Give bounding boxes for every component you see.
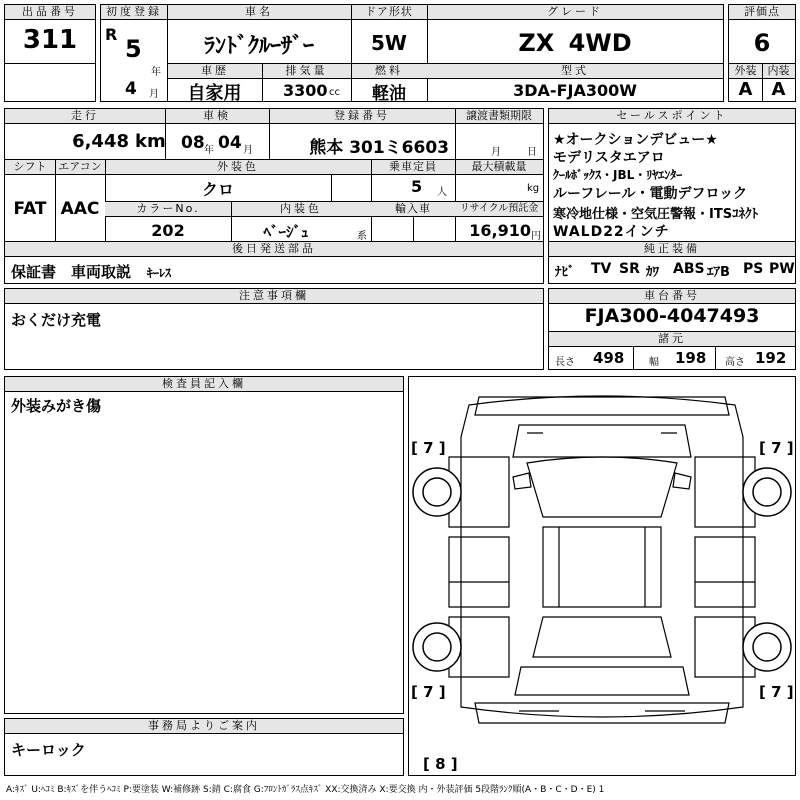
reg-month-unit: 月 <box>149 89 159 100</box>
reg-label: 初度登録 <box>101 5 167 20</box>
length-value: 498 <box>593 349 625 367</box>
reg-year: 5 <box>125 35 142 63</box>
later-item-manual: 車両取説 <box>71 263 132 281</box>
sales-line-4: ルーフレール・電動デフロック <box>553 186 748 202</box>
grade-label: グレード <box>427 5 723 20</box>
color-no-label: カラーNo. <box>105 202 231 217</box>
car-diagram-box <box>408 376 796 776</box>
name-label: 車名 <box>167 5 351 20</box>
mileage-label: 走行 <box>5 109 165 124</box>
equip-pw: PW <box>769 261 795 277</box>
equip-airbag: ｴｱB <box>707 265 730 280</box>
height-label: 高さ <box>725 357 745 368</box>
lot-label: 出品番号 <box>5 5 95 20</box>
plate-value: 熊本 301ミ6603 <box>309 138 449 158</box>
equip-ps: PS <box>743 261 764 277</box>
history-label: 車歴 <box>168 64 262 79</box>
inspector-box <box>4 376 404 714</box>
car-name: ﾗﾝﾄﾞｸﾙｰｻﾞｰ <box>203 34 314 59</box>
int-color-value: ﾍﾞｰｼﾞｭ <box>263 223 309 241</box>
car-body-diagram <box>409 377 795 775</box>
damage-legend: A:ｷｽﾞ U:ﾍｺﾐ B:ｷｽﾞを伴うﾍｺﾐ P:要塗装 W:補修跡 S:錆 C:腐食 G:ﾌﾛﾝﾄｶﾞﾗｽ点ｷｽﾞ XX:交換済み X:要交換 内・外装評価 5段階ﾗﾝｸ順(A・B・C・D・E) 1 <box>6 785 605 795</box>
chassis-box <box>548 288 796 370</box>
sales-line-1: ★オークションデビュー★ <box>553 132 718 148</box>
tire-spare: [ 8 ] <box>423 755 458 773</box>
caution-box <box>4 288 544 370</box>
width-value: 198 <box>675 349 707 367</box>
office-note: キーロック <box>11 741 86 759</box>
capacity-label: 乗車定員 <box>371 160 455 175</box>
ext-color-label: 外装色 <box>105 160 371 175</box>
int-score-label: 内装 <box>762 64 795 79</box>
ac-value: AAC <box>60 199 100 219</box>
office-box <box>4 718 404 776</box>
history-value: 自家用 <box>187 83 242 104</box>
inspection-month: 04 <box>218 133 242 153</box>
disp-unit: cc <box>329 87 340 98</box>
recycle-value: 16,910 <box>469 221 531 240</box>
lot-box <box>4 4 96 102</box>
reg-month: 4 <box>125 79 137 99</box>
overall-score: 6 <box>753 29 771 57</box>
detail-box <box>4 108 544 284</box>
doors-label: ドア形状 <box>351 5 427 20</box>
sales-line-5: 寒冷地仕様・空気圧警報・ITSｺﾈｸﾄ <box>553 207 759 222</box>
specs-label: 諸元 <box>549 332 795 347</box>
shift-value: FAT <box>13 199 47 219</box>
later-label: 後日発送部品 <box>5 242 543 257</box>
tire-rear-right: [ 7 ] <box>759 683 794 701</box>
inspection-year-unit: 年 <box>204 145 214 156</box>
int-score: A <box>771 79 786 100</box>
ext-score-label: 外装 <box>729 64 762 79</box>
caution-label: 注意事項欄 <box>5 289 543 304</box>
inspection-year: 08 <box>181 133 205 153</box>
model-value: 3DA-FJA300W <box>513 81 637 100</box>
score-box <box>728 4 796 102</box>
length-label: 長さ <box>555 357 575 368</box>
int-color-unit: 系 <box>357 231 367 242</box>
recycle-label: リサイクル預託金 <box>455 202 543 217</box>
inspection-month-unit: 月 <box>243 145 253 156</box>
capacity-value: 5 <box>411 177 423 196</box>
equip-sr: SR <box>619 261 640 277</box>
equip-tv: TV <box>591 261 612 277</box>
ext-color-value: クロ <box>201 180 234 199</box>
plate-label: 登録番号 <box>269 109 455 124</box>
disp-value: 3300 <box>283 81 328 100</box>
sales-line-6: WALD22インチ <box>553 224 670 240</box>
sales-label: セールスポイント <box>549 109 795 124</box>
width-label: 幅 <box>649 357 659 368</box>
fuel-label: 燃料 <box>351 64 427 79</box>
tire-front-left: [ 7 ] <box>411 439 446 457</box>
tire-rear-left: [ 7 ] <box>411 683 446 701</box>
inspection-label: 車検 <box>165 109 269 124</box>
inspector-label: 検査員記入欄 <box>5 377 403 392</box>
reg-year-unit: 年 <box>151 67 161 78</box>
capacity-unit: 人 <box>437 187 447 198</box>
model-label: 型式 <box>427 64 723 79</box>
shift-label: シフト <box>5 160 55 175</box>
sales-box <box>548 108 796 284</box>
grade-value: ZX 4WD <box>518 29 632 57</box>
caution-value: おくだけ充電 <box>11 311 102 329</box>
height-value: 192 <box>755 349 787 367</box>
chassis-value: FJA300-4047493 <box>584 305 760 327</box>
transfer-label: 譲渡書類期限 <box>455 109 543 124</box>
main-info-box <box>100 4 724 102</box>
equipment-label: 純正装備 <box>549 242 795 257</box>
transfer-month-unit: 月 <box>491 147 501 158</box>
import-label: 輸入車 <box>371 202 455 217</box>
recycle-unit: 円 <box>531 231 541 242</box>
transfer-day-unit: 日 <box>527 147 537 158</box>
load-unit: kg <box>527 183 540 194</box>
equip-navi: ﾅﾋﾞ <box>555 265 575 280</box>
load-label: 最大積載量 <box>455 160 543 175</box>
equip-abs: ABS <box>673 261 705 277</box>
equip-leather: ｶﾜ <box>646 265 659 280</box>
int-color-label: 内装色 <box>231 202 371 217</box>
disp-label: 排気量 <box>262 64 351 79</box>
fuel-value: 軽油 <box>372 84 406 104</box>
ac-label: エアコン <box>55 160 105 175</box>
sales-line-2: モデリスタエアロ <box>553 150 665 166</box>
mileage-unit: km <box>135 131 166 152</box>
door-type: 5W <box>371 31 407 55</box>
later-item-keyless: ｷｰﾚｽ <box>147 266 172 280</box>
inspector-note: 外装みがき傷 <box>11 397 102 415</box>
score-label: 評価点 <box>729 5 795 20</box>
chassis-label: 車台番号 <box>549 289 795 304</box>
sales-line-3: ｸｰﾙﾎﾞｯｸｽ・JBL・ﾘﾔｴﾝﾀｰ <box>553 168 683 182</box>
lot-number: 311 <box>22 25 78 55</box>
mileage-value: 6,448 <box>72 131 129 152</box>
ext-score: A <box>738 79 753 100</box>
reg-era: R <box>105 25 118 44</box>
later-item-warranty: 保証書 <box>11 263 57 281</box>
tire-front-right: [ 7 ] <box>759 439 794 457</box>
color-no-value: 202 <box>151 221 185 240</box>
office-label: 事務局よりご案内 <box>5 719 403 734</box>
